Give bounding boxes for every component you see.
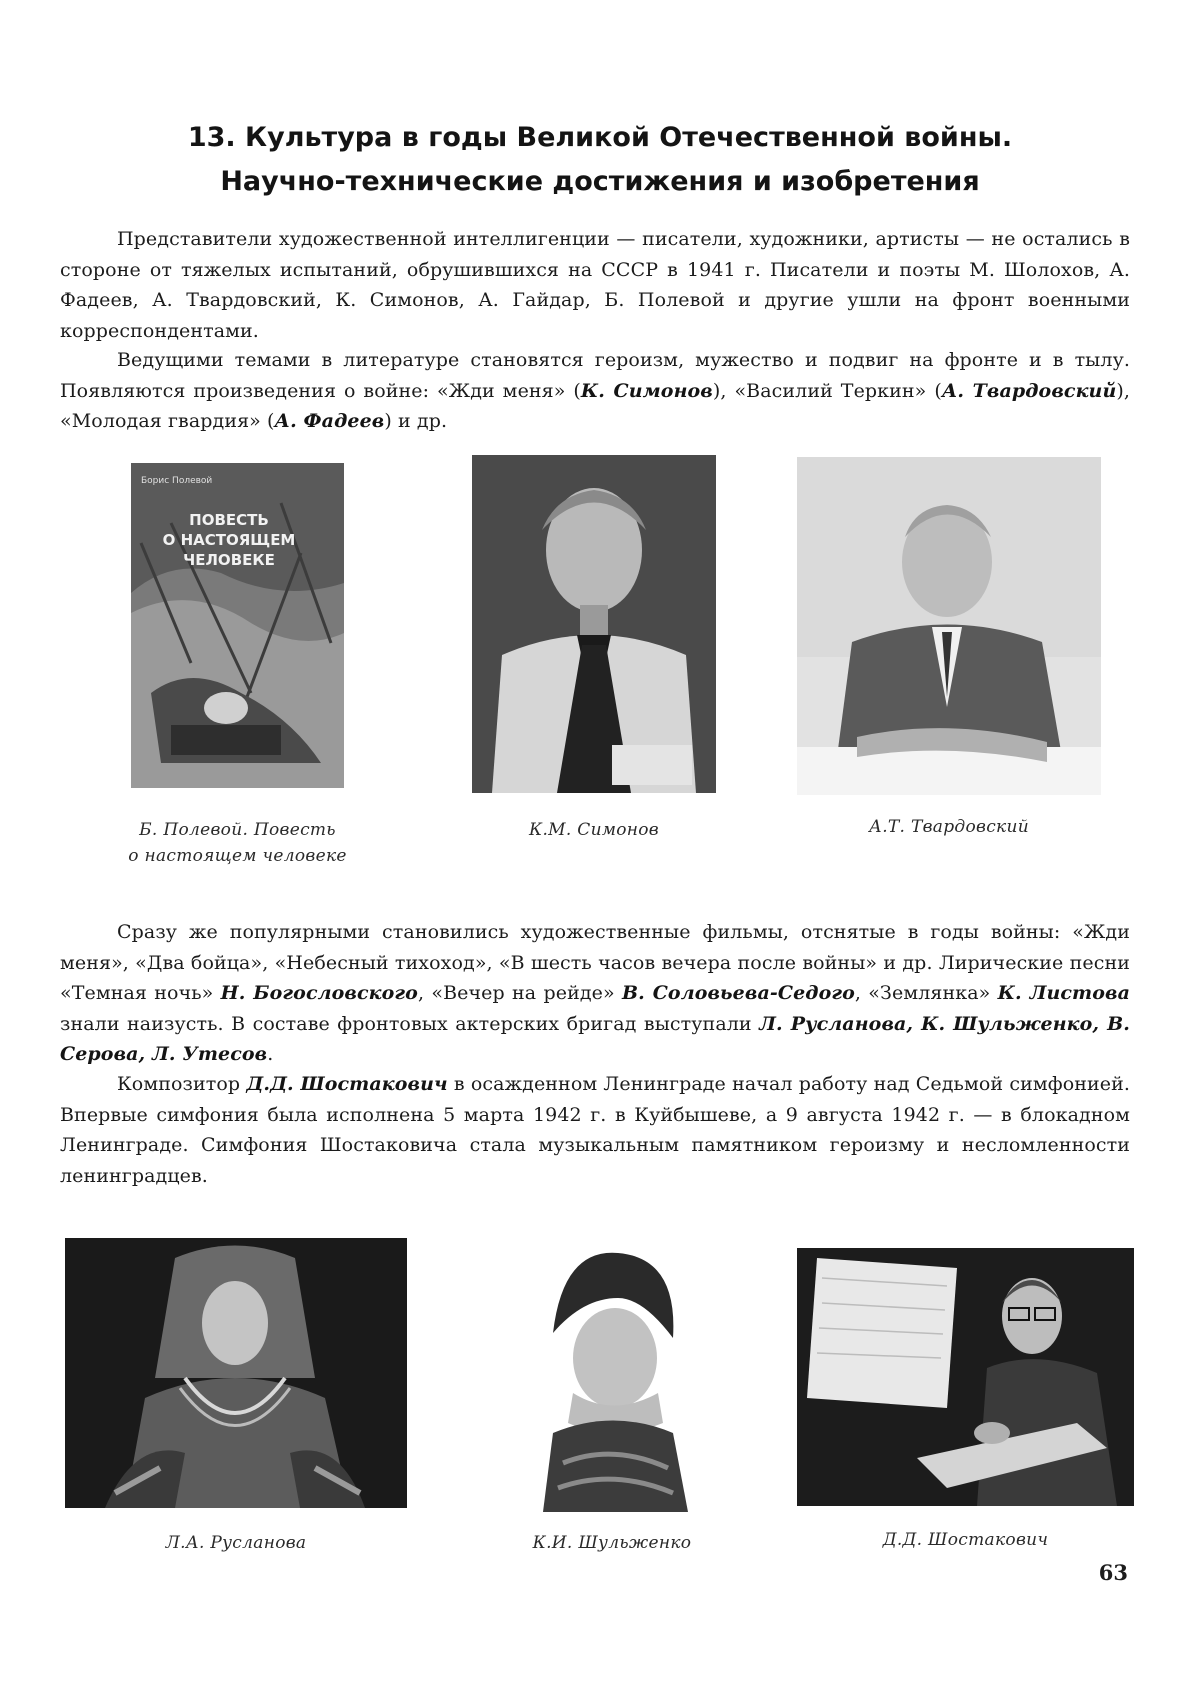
text-run: Композитор (117, 1073, 247, 1095)
text-run: , «Вечер на рейде» (417, 982, 622, 1004)
book-caption (110, 817, 365, 869)
text-run: ) и др. (384, 410, 448, 432)
caption-line-1: Б. Полевой. Повесть (139, 820, 336, 840)
author-name: А. Фадеев (274, 410, 385, 432)
text-run: ), «Молодая гвардия» ( (60, 379, 1131, 432)
paragraph-intelligentsia: Представители художественной интеллигенции — писатели, художники, артисты — не остались в стороне от тяжелых испытаний, обрушившихся на СССР в 1941 г. Писатели и поэты М. Шолохов, А. Фадеев, А. Твардовский, К. Симонов, А. Гайдар, Б. Полевой и другие ушли на фронт военными корреспондентами. (60, 228, 1130, 342)
tvardovsky-caption: А.Т. Твардовский (869, 817, 1029, 837)
heading-line-2: Научно-технические достижения и изобретения (220, 166, 980, 198)
text-run: , «Землянка» (854, 982, 998, 1004)
text-run: ), «Василий Теркин» ( (712, 379, 942, 402)
text-run: Сразу же популярными становились художественные фильмы, отснятые в годы войны: «Жди меня», «Два бойца», «Небесный тихоход», «В шесть часов вечера после войны» и др. Лирические песни «Темная ночь» (60, 921, 1130, 1004)
simonov-portrait (472, 455, 716, 793)
tvardovsky-portrait (797, 457, 1101, 795)
author-name: Н. Богословского (220, 982, 418, 1004)
paragraph-films-songs (60, 917, 1130, 1070)
ruslanova-caption: Л.А. Русланова (165, 1533, 307, 1553)
text-run: . (267, 1043, 274, 1065)
text-run: Ведущими темами в литературе становятся героизм, мужество и подвиг на фронте и в тылу. Появляются произведения о войне: «Жди меня» ( (60, 349, 1130, 402)
simonov-caption: К.М. Симонов (529, 820, 659, 840)
heading-line-1: 13. Культура в годы Великой Отечественной войны. (187, 122, 1013, 154)
book-cover-title-2: О НАСТОЯЩЕМ (162, 531, 296, 549)
book-cover-author: Борис Полевой (141, 476, 213, 486)
shostakovich-portrait (797, 1248, 1134, 1506)
section-heading (60, 116, 1140, 204)
author-name: В. Соловьева-Седого (621, 982, 855, 1004)
book-cover-title-1: ПОВЕСТЬ (189, 511, 269, 529)
shostakovich-caption: Д.Д. Шостакович (882, 1530, 1049, 1550)
shulzhenko-portrait (523, 1243, 701, 1512)
paragraph-literature (60, 345, 1130, 437)
book-cover-title-3: ЧЕЛОВЕКЕ (183, 551, 275, 569)
author-name: Л. Русланова, К. Шульженко, В. Серова, Л. Утесов (60, 1012, 1130, 1065)
author-name: К. Листова (997, 982, 1131, 1004)
paragraph-shostakovich (60, 1069, 1130, 1191)
caption-line-2: о настоящем человеке (128, 846, 347, 866)
author-name: К. Симонов (580, 379, 713, 402)
author-name: А. Твардовский (941, 379, 1117, 402)
text-run: в осажденном Ленинграде начал работу над Седьмой симфонией. Впервые симфония была исполнена 5 марта 1942 г. в Куйбышеве, а 9 августа 1942 г. — в блокадном Ленинграде. Симфония Шостаковича стала музыкальным памятником героизму и несломленности ленинградцев. (60, 1073, 1131, 1187)
text-run: знали наизусть. В составе фронтовых актерских бригад выступали (60, 1012, 760, 1035)
ruslanova-portrait (65, 1238, 407, 1508)
shulzhenko-caption: К.И. Шульженко (532, 1533, 692, 1553)
author-name: Д.Д. Шостакович (246, 1073, 448, 1095)
page-number: 63 (1098, 1560, 1128, 1585)
book-cover-image (131, 463, 344, 788)
